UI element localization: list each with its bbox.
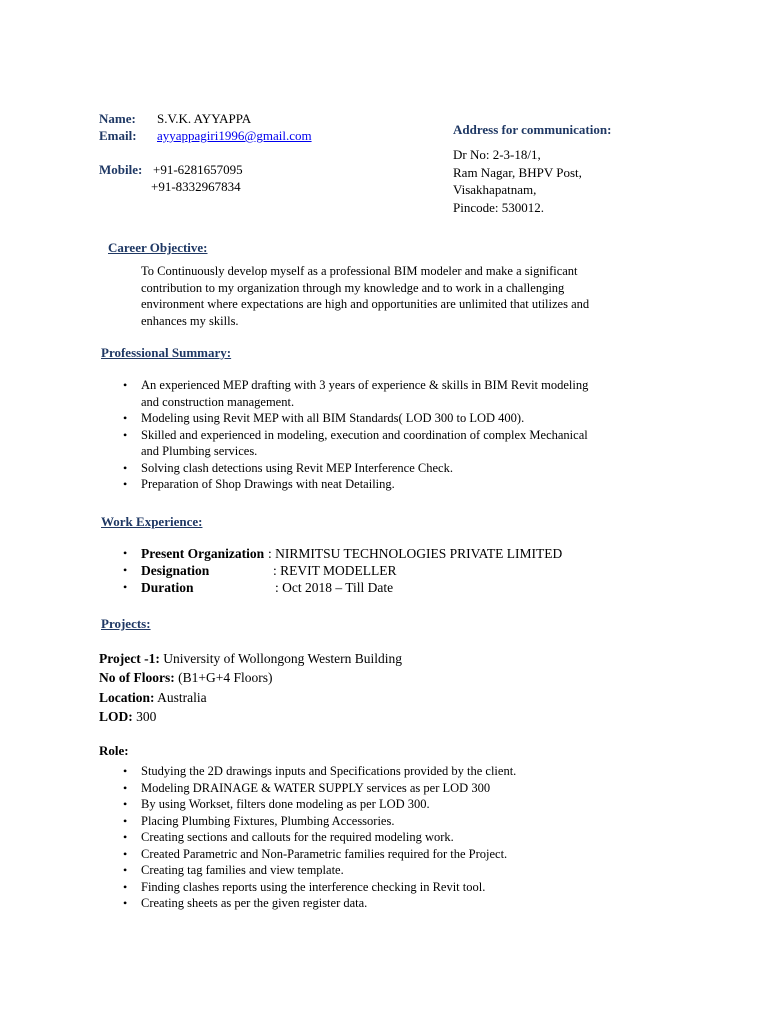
address-line: Visakhapatnam,: [453, 182, 537, 197]
location-value: Australia: [154, 690, 207, 705]
work-experience-list: [141, 545, 661, 596]
career-objective-heading: Career Objective:: [108, 240, 208, 255]
floors-value: (B1+G+4 Floors): [174, 670, 273, 685]
text-line: contribution to my organization through my knowledge and to work in a challenging: [141, 280, 565, 295]
text-line: environment where expectations are high and opportunities are unlimited that utilizes and: [141, 297, 590, 311]
work-experience-heading: Work Experience:: [101, 514, 203, 529]
mobile-number-2: +91-8332967834: [151, 179, 241, 194]
lod-label: LOD:: [99, 709, 133, 724]
lod-value: 300: [132, 709, 157, 724]
list-item: [141, 410, 661, 427]
location-line: [99, 689, 207, 707]
location-label: Location:: [99, 690, 155, 705]
address-heading: Address for communication:: [453, 122, 612, 137]
list-item: [141, 377, 661, 410]
floors-label: No of Floors:: [99, 670, 175, 685]
list-item: • Creating sections and callouts for the required modeling work.: [141, 829, 661, 846]
list-item: • Finding clashes reports using the interference checking in Revit tool.: [141, 879, 661, 896]
text-line: enhances my skills.: [141, 313, 239, 328]
project-name-line: [99, 650, 402, 668]
role-label: Role:: [99, 743, 129, 758]
professional-summary-heading: Professional Summary:: [101, 345, 232, 360]
work-label: Present Organization: [141, 546, 265, 561]
text-line: To Continuously develop myself as a professional BIM modeler and make a significant: [141, 264, 578, 278]
name-value: S.V.K. AYYAPPA: [157, 111, 252, 126]
project-value: University of Wollongong Western Building: [159, 651, 403, 666]
project-label: Project -1:: [99, 651, 160, 666]
list-item: • Creating tag families and view template.: [141, 862, 661, 879]
item-line: • Modeling using Revit MEP with all BIM Standards( LOD 300 to LOD 400).: [141, 411, 525, 425]
work-value: : Oct 2018 – Till Date: [275, 580, 394, 595]
email-label: Email:: [99, 128, 137, 143]
list-item: • Created Parametric and Non-Parametric families required for the Project.: [141, 846, 661, 863]
list-item: [141, 460, 661, 477]
list-item: [141, 579, 661, 596]
list-item: • By using Workset, filters done modeling as per LOD 300.: [141, 796, 661, 813]
floors-line: [99, 669, 272, 687]
email-link[interactable]: ayyappagiri1996@gmail.com: [157, 128, 312, 143]
address-line: Ram Nagar, BHPV Post,: [453, 164, 582, 180]
work-label: Designation: [141, 563, 210, 578]
lod-line: [99, 708, 156, 726]
mobile-number-1: +91-6281657095: [153, 162, 243, 177]
item-line: • Preparation of Shop Drawings with neat Detailing.: [141, 477, 395, 491]
work-value: : NIRMITSU TECHNOLOGIES PRIVATE LIMITED: [268, 546, 563, 561]
address-block: [453, 146, 582, 216]
list-item: • Creating sheets as per the given register data.: [141, 895, 661, 912]
item-line: and construction management.: [141, 394, 295, 409]
item-line: • Skilled and experienced in modeling, execution and coordination of complex Mechanical: [141, 427, 588, 442]
role-list: [141, 763, 661, 912]
address-line: Dr No: 2-3-18/1,: [453, 147, 541, 162]
list-item: • Studying the 2D drawings inputs and Specifications provided by the client.: [141, 763, 661, 780]
item-line: • An experienced MEP drafting with 3 years of experience & skills in BIM Revit modeling: [141, 378, 589, 392]
item-line: • Solving clash detections using Revit MEP Interference Check.: [141, 460, 453, 475]
address-line: Pincode: 530012.: [453, 199, 544, 215]
list-item: [141, 545, 661, 562]
list-item: [141, 427, 661, 460]
work-value: : REVIT MODELLER: [273, 563, 397, 578]
professional-summary-list: [141, 377, 661, 493]
item-line: and Plumbing services.: [141, 444, 258, 458]
list-item: • Placing Plumbing Fixtures, Plumbing Accessories.: [141, 813, 661, 830]
name-label: Name:: [99, 111, 136, 126]
list-item: [141, 562, 661, 579]
work-label: Duration: [141, 580, 194, 595]
list-item: [141, 476, 661, 493]
mobile-label: Mobile:: [99, 162, 143, 177]
projects-heading: Projects:: [101, 616, 151, 631]
list-item: • Modeling DRAINAGE & WATER SUPPLY services as per LOD 300: [141, 780, 661, 797]
career-objective-text: [141, 263, 661, 329]
